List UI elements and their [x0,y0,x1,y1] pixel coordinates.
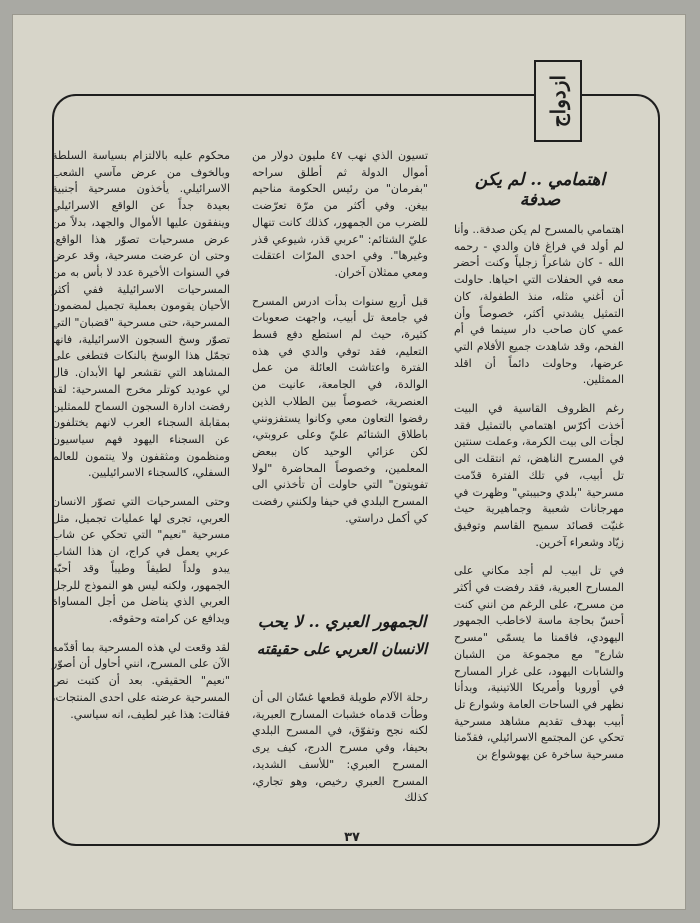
paragraph: وحتى المسرحيات التي تصوّر الانسان العربي، تجرى لها عمليات تجميل، مثل مسرحية "نعيم" التي تحكي عن شاب عربي يعمل في كراج، ان هذا الشاب يبدو ولداً لطيفاً وطيباً وقد أحبّه الجمهور، ولكنه ليس هو النموذج للرجل العربي الذي يناضل من أجل المساواة ويدافع عن كرامته وحقوقه. [52,495,230,625]
headline-middle-line-2: الانسان العربي على حقيقته [256,640,428,658]
paragraph: اهتمامي بالمسرح لم يكن صدفة.. وأنا لم أولد في فراغ فان والدي - رحمه الله - كان شاعراً زجلياً وكنت أحضر معه في الحفلات التي احياها. حاولت أن أغني مثله، منذ الطفولة، كان التمثيل يشدني أكثر، خصوصاً وأن عمي كان صاحب دار سينما في أم الفحم، وقد شاهدت جميع الأفلام التي عرضها، وحاولت دائماً أن اقلد الممثلين. [454,223,624,387]
paragraph: رغم الظروف القاسية في البيت أخذت أكرّس اهتمامي بالتمثيل فقد لجأت الى بيت الكرمة، وعملت سنتين في المسرح الناهض، ثم انتقلت الى تل أبيب، في تلك الفترة قدّمت مسرحية "بلدي وحبيبتي" وظهرت في مهرجانات شعبية وجماهيرية حيث غنيّت قصائد سميح القاسم وتوفيق زيّاد وشعراء آخرين. [454,402,624,549]
headline-right: اهتمامي .. لم يكن صدفة [474,170,606,210]
article-column-middle-bottom [252,690,428,819]
paragraph: محكوم عليه بالالتزام بسياسة السلطة وبالخوف من عرض مآسي الشعب الاسرائيلي. يأخذون مسرحية أجنبية بعيدة جداً عن الواقع الاسرائيلي وينفقون عليها الأموال والجهد، بدلاً من عرض مسرحيات تصوّر هذا الواقع. وحتى ان عرضت مسرحية، وقد عرض في السنوات الأخيرة عدد لا بأس به من المسرحيات الاسرائيلية ففي أكثر الأحيان يقومون بعملية تجميل لمضمون المسرحية، حتى مسرحية "قضبان" التي تصوّر وسخ السجون الاسرائيلية، فانها تجمّل هذا الوسخ بالنكات فتطغى على المشاهد التي تقشعر لها الأبدان. قال لي عوديد كوتلر مخرج المسرحية: لقد رفضت ادارة السجون السماح للممثلين بمقابلة السجناء العرب لانهم يختلفون عن السجناء اليهود فهم سياسيون ومنظمون ومثقفون ولا ينتمون للعالم السفلي، كالسجناء الاسرائيليين. [52,149,230,480]
article-column-right [454,222,624,776]
page-number: ٣٧ [344,830,360,845]
paragraph: رحلة الآلام طويلة قطعها غسّان الى أن وطأت قدماه خشبات المسارح العبرية، لكنه نجح وتفوّق، في المسرح البلدي بحيفا، وفي مسرح الدرج، كيف يرى المسرح العبري: "للأسف الشديد، المسرح العبري رخيص، وهو تجاري، كذلك [252,691,428,805]
article-column-left [52,148,230,735]
article-column-middle [252,148,428,539]
paragraph: لقد وقعت لي هذه المسرحية بما أقدّمه الآن على المسرح، انني أحاول أن أصوّر "نعيم" الحقيقي. بعد أن كتبت نص المسرحية عرضته على احدى المنتجات، فقالت: هذا غير لطيف، انه سياسي. [52,640,230,721]
paragraph: قبل أربع سنوات بدأت ادرس المسرح في جامعة تل أبيب، واجهت صعوبات كثيرة، حيث لم استطع دفع قسط التعليم، فقد توفي والدي في هذه الفترة واعتاشت العائلة من عمل الوالدة، في الجامعة، عانيت من العنصرية، خصوصاً بين الطلاب الذين رفضوا التعاون معي وكانوا يستفزونني باطلاق الشتائم عليّ وعلى عروبتي، لكن عزائي الوحيد كان ببعض المعلمين، وخصوصاً المحاضرة "لولا تفويتون" التي حاولت أن تأخذني الى المسرح البلدي في حيفا ولكنني رفضت كي أكمل دراستي. [252,294,428,525]
paragraph: تسيون الذي نهب ٤٧ مليون دولار من أموال الدولة ثم أطلق سراحه "بفرمان" من رئيس الحكومة مناحيم بيغن. وفي أكثر من مرّة تعرّضت للضرب من الجمهور، كذلك كانت تنهال عليّ الشتائم: "عربي قذر، شيوعي قذر وغيرها". وفي احدى المرّات اعتقلت ومعي ممثلان آخران. [252,149,429,279]
section-logo-text: ازدواج [546,74,570,128]
section-logo [534,60,582,142]
headline-middle-line-1: الجمهور العبري .. لا يحب [257,612,427,631]
paragraph: في تل ابيب لم أجد مكاني على المسارح العبرية، فقد رفضت في أكثر من مسرح، على الرغم من انني كنت أحسّ بحاجة ماسة لاخاطب الجمهور اليهودي، فاقمنا ما يسمّى "مسرح شارع" مع مجموعة من الشبان والشابات اليهود، على غرار المسارح في أوروبا وأمريكا اللاتينية، وبدأنا نظهر في الساحات العامة وشوارع تل أبيب بهدف تقديم مشاهد مسرحية تحكي عن المجتمع الاسرائيلي، فقدّمنا مسرحية ساخرة عن يهوشواع بن [454,564,624,762]
